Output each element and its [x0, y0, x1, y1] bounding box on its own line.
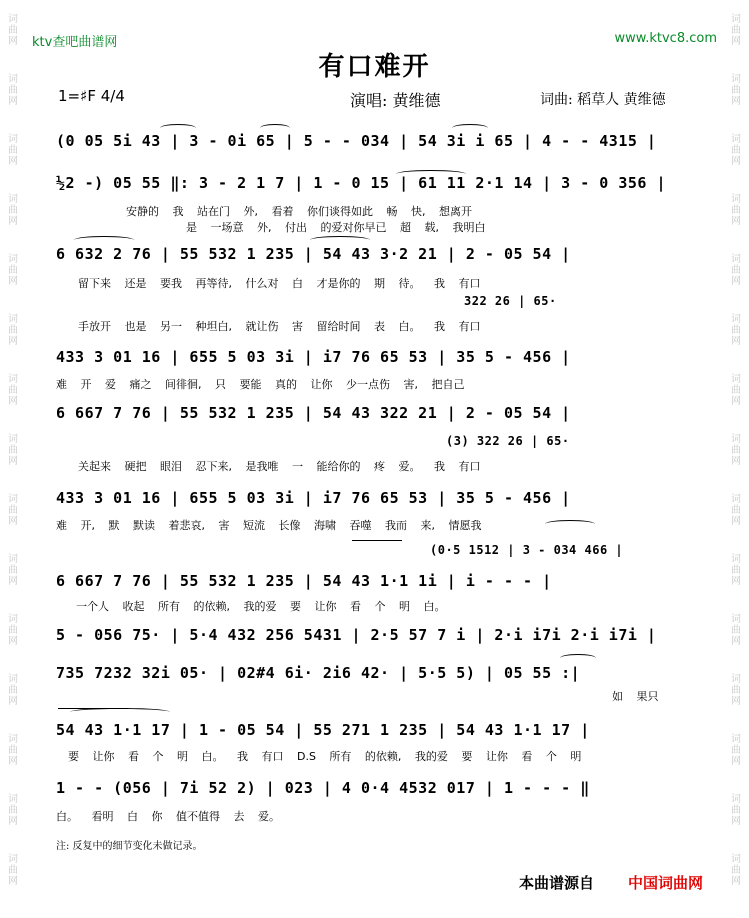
- singer-credit: 演唱: 黄维德: [350, 91, 441, 110]
- volta-bracket-line: [58, 708, 122, 709]
- song-title: 有口难开: [318, 52, 431, 82]
- source-site-link[interactable]: 中国词曲网: [628, 874, 704, 892]
- side-watermark-left: [3, 0, 23, 918]
- lyric-line-10: 如 果只: [612, 690, 659, 703]
- score-line-11: 54 43 1·1 17 | 1 - 05 54 | 55 271 1 235 | 54 43 1·1 17 |: [56, 721, 590, 739]
- watermark-text: 词 曲 网: [8, 854, 18, 887]
- site-url-right: www.ktvc8.com: [614, 31, 717, 46]
- alt-ending-3: 322 26 | 65·: [464, 294, 557, 308]
- watermark-text: 词 曲 网: [8, 674, 18, 707]
- slur-mark: [560, 654, 596, 662]
- watermark-text: 词 曲 网: [731, 734, 741, 767]
- score-line-5: 433 3 01 16 | 655 5 03 3i | i7 76 65 53 | 35 5 - 456 |: [56, 348, 571, 366]
- watermark-text: 词 曲 网: [731, 74, 741, 107]
- watermark-text: 词 曲 网: [8, 134, 18, 167]
- lyric-line-7: 难 开, 默 默读 着悲哀, 害 短流 长像 海啸 吞噬 我而 来, 情愿我: [56, 519, 482, 532]
- site-name-left: ktv查吧曲谱网: [32, 35, 118, 50]
- watermark-text: 词 曲 网: [8, 14, 18, 47]
- score-line-9: 5 - 056 75· | 5·4 432 256 5431 | 2·5 57 7 i | 2·i i7i 2·i i7i |: [56, 626, 657, 644]
- watermark-text: 词 曲 网: [8, 734, 18, 767]
- lyric-line-4: 手放开 也是 另一 种坦白, 就让伤 害 留给时间 表 白。 我 有口: [78, 320, 481, 333]
- volta-line-7: (0·5 1512 | 3 - 034 466 |: [430, 543, 624, 557]
- lyric-line-5: 难 开 爱 痛之 间徘徊, 只 要能 真的 让你 少一点伤 害, 把自己: [56, 378, 465, 391]
- slur-mark: [260, 124, 290, 132]
- watermark-text: 词 曲 网: [8, 194, 18, 227]
- score-line-10: 735 7232 32i 05· | 02#4 6i· 2i6 42· | 5·5 5) | 05 55 :|: [56, 664, 581, 682]
- score-line-12: 1 - - (056 | 7i 52 2) | 023 | 4 0·4 4532 017 | 1 - - - ‖: [56, 779, 590, 797]
- slur-mark: [452, 124, 488, 132]
- score-line-8: 6 667 7 76 | 55 532 1 235 | 54 43 1·1 1i | i - - - |: [56, 572, 552, 590]
- watermark-text: 词 曲 网: [8, 554, 18, 587]
- source-label: 本曲谱源自: [519, 874, 595, 892]
- key-signature: 1=♯F 4/4: [58, 87, 125, 105]
- watermark-text: 词 曲 网: [731, 314, 741, 347]
- watermark-text: 词 曲 网: [731, 794, 741, 827]
- score-line-1: (0 05 5i 43 | 3 - 0i 65 | 5 - - 034 | 54 3i i 65 | 4 - - 4315 |: [56, 132, 657, 150]
- lyric-line-3: 留下来 还是 要我 再等待, 什么对 白 才是你的 期 待。 我 有口: [78, 277, 481, 290]
- alt-ending-6: (3) 322 26 | 65·: [446, 434, 570, 448]
- lyric-line-2a: 安静的 我 站在门 外, 看着 你们谈得如此 畅 快, 想离开: [126, 205, 472, 218]
- score-line-6: 6 667 7 76 | 55 532 1 235 | 54 43 322 21 | 2 - 05 54 |: [56, 404, 571, 422]
- composer-credit: 词曲: 稻草人 黄维德: [540, 92, 666, 108]
- watermark-text: 词 曲 网: [8, 254, 18, 287]
- score-line-3: 6 632 2 76 | 55 532 1 235 | 54 43 3·2 21 | 2 - 05 54 |: [56, 245, 571, 263]
- watermark-text: 词 曲 网: [731, 134, 741, 167]
- lyric-line-12: 白。 看明 白 你 值不值得 去 爱。: [56, 810, 280, 823]
- watermark-text: 词 曲 网: [731, 674, 741, 707]
- watermark-text: 词 曲 网: [8, 794, 18, 827]
- watermark-text: 词 曲 网: [731, 374, 741, 407]
- lyric-line-11: 要 让你 看 个 明 白。 我 有口 D.S 所有 的依赖, 我的爱 要 让你 看 个 明: [68, 750, 582, 763]
- volta-bracket-line: [352, 540, 402, 541]
- lyric-line-6: 关起来 硬把 眼泪 忍下来, 是我唯 一 能给你的 疼 爱。 我 有口: [78, 460, 481, 473]
- watermark-text: 词 曲 网: [8, 74, 18, 107]
- slur-mark: [160, 124, 196, 132]
- score-line-7: 433 3 01 16 | 655 5 03 3i | i7 76 65 53 | 35 5 - 456 |: [56, 489, 571, 507]
- watermark-text: 词 曲 网: [8, 314, 18, 347]
- watermark-text: 词 曲 网: [731, 494, 741, 527]
- watermark-text: 词 曲 网: [8, 494, 18, 527]
- slur-mark: [70, 708, 170, 716]
- watermark-text: 词 曲 网: [731, 614, 741, 647]
- watermark-text: 词 曲 网: [731, 194, 741, 227]
- lyric-line-2b: 是 一场意 外, 付出 的爱对你早已 超 载, 我明白: [186, 221, 486, 234]
- watermark-text: 词 曲 网: [731, 554, 741, 587]
- watermark-text: 词 曲 网: [731, 254, 741, 287]
- footnote: 注: 反复中的细节变化未做记录。: [56, 841, 203, 852]
- watermark-text: 词 曲 网: [8, 374, 18, 407]
- lyric-line-8: 一个人 收起 所有 的依赖, 我的爱 要 让你 看 个 明 白。: [76, 600, 446, 613]
- slur-mark: [310, 236, 370, 244]
- watermark-text: 词 曲 网: [731, 854, 741, 887]
- slur-mark: [74, 236, 134, 244]
- watermark-text: 词 曲 网: [731, 434, 741, 467]
- score-line-2: ½2 -) 05 55 ‖: 3 - 2 1 7 | 1 - 0 15 | 61 11 2·1 14 | 3 - 0 356 |: [56, 174, 666, 192]
- watermark-text: 词 曲 网: [731, 14, 741, 47]
- watermark-text: 词 曲 网: [8, 434, 18, 467]
- watermark-text: 词 曲 网: [8, 614, 18, 647]
- side-watermark-right: [726, 0, 746, 918]
